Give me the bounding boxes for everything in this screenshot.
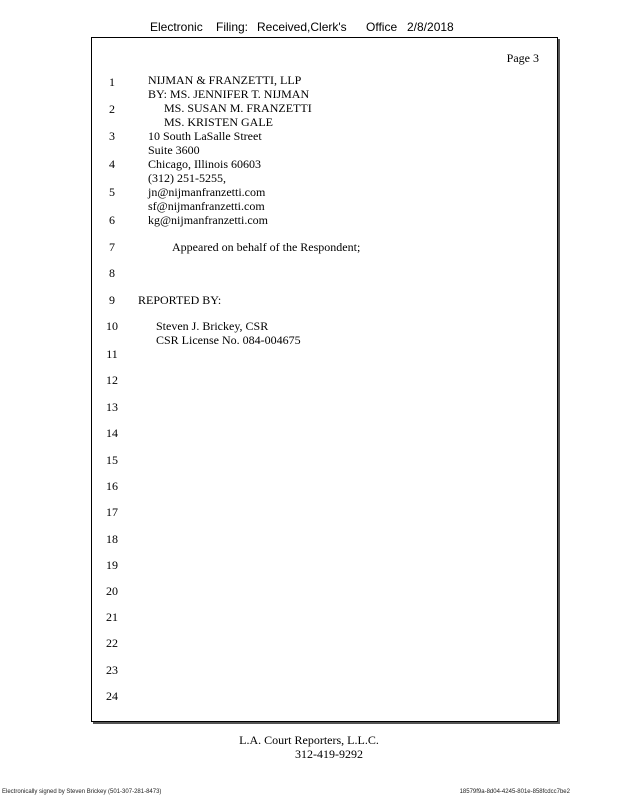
- stamp-word-electronic: Electronic: [150, 20, 203, 34]
- email-address: sf@nijmanfranzetti.com: [148, 199, 265, 213]
- attorney-line-1: BY: MS. JENNIFER T. NIJMAN: [148, 87, 310, 101]
- footer-company: L.A. Court Reporters, L.L.C.: [239, 733, 379, 747]
- e-signature-note: Electronically signed by Steven Brickey (501-307-281-8473): [2, 789, 162, 795]
- document-hash: 18579f9a-8d04-4245-801e-858fcdcc7be2: [459, 789, 570, 795]
- stamp-date: 2/8/2018: [407, 20, 454, 34]
- law-firm-name: NIJMAN & FRANZETTI, LLP: [148, 73, 302, 87]
- line-number: 4: [109, 157, 115, 171]
- line-number: 10: [106, 319, 118, 333]
- street-address: 10 South LaSalle Street: [148, 129, 262, 143]
- line-number: 15: [106, 453, 118, 467]
- line-number: 17: [106, 505, 118, 519]
- line-number: 3: [109, 129, 115, 143]
- attorney-line-3: MS. KRISTEN GALE: [164, 115, 274, 129]
- line-number: 13: [106, 400, 118, 414]
- line-number: 21: [106, 610, 118, 624]
- line-number: 18: [106, 532, 118, 546]
- reporter-name: Steven J. Brickey, CSR: [156, 319, 269, 333]
- phone-number: (312) 251-5255,: [148, 171, 226, 185]
- city-state-zip: Chicago, Illinois 60603: [148, 157, 261, 171]
- line-number: 5: [109, 185, 115, 199]
- appearance-statement: Appeared on behalf of the Respondent;: [172, 240, 361, 254]
- line-number: 22: [106, 636, 118, 650]
- line-number: 23: [106, 663, 118, 677]
- footer-phone: 312-419-9292: [295, 747, 363, 761]
- line-number: 14: [106, 426, 118, 440]
- page-number: Page 3: [506, 51, 539, 65]
- line-number: 19: [106, 558, 118, 572]
- line-number: 11: [106, 347, 118, 361]
- reported-by-heading: REPORTED BY:: [138, 293, 222, 307]
- suite: Suite 3600: [148, 143, 200, 157]
- line-number: 12: [106, 373, 118, 387]
- line-number: 9: [109, 293, 115, 307]
- line-number: 8: [109, 266, 115, 280]
- line-number: 7: [109, 240, 115, 254]
- email-address: jn@nijmanfranzetti.com: [148, 185, 266, 199]
- stamp-word-office: Office: [366, 20, 398, 34]
- line-number: 2: [109, 102, 115, 116]
- line-number: 24: [106, 689, 118, 703]
- line-number: 1: [109, 75, 115, 89]
- transcript-page: [91, 37, 558, 722]
- line-number: 6: [109, 213, 115, 227]
- email-address: kg@nijmanfranzetti.com: [148, 213, 269, 227]
- attorney-line-2: MS. SUSAN M. FRANZETTI: [164, 101, 312, 115]
- stamp-word-received: Received,Clerk's: [257, 20, 347, 34]
- line-number: 20: [106, 584, 118, 598]
- line-number: 16: [106, 479, 118, 493]
- reporter-license: CSR License No. 084-004675: [156, 333, 301, 347]
- stamp-word-filing: Filing:: [216, 20, 249, 34]
